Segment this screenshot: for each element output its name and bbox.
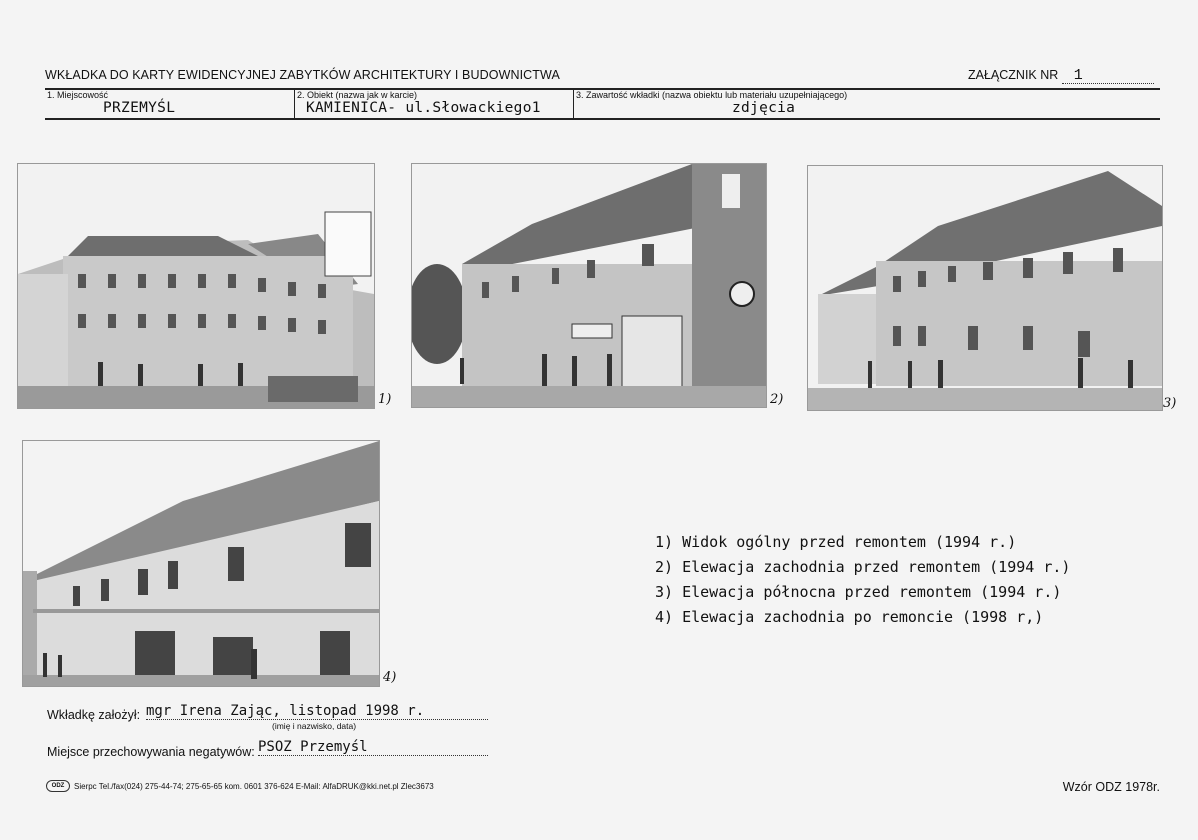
field-label-locality: 1. Miejscowość (47, 90, 109, 100)
photo-4-number: 4) (383, 670, 397, 685)
field-value-locality: PRZEMYŚL (103, 100, 176, 116)
photo-1-number: 1) (378, 392, 392, 407)
field-label-object: 2. Obiekt (nazwa jak w karcie) (297, 90, 418, 100)
annex-label: ZAŁĄCZNIK NR (968, 68, 1059, 82)
storage-value: PSOZ Przemyśl (258, 739, 488, 756)
field-divider (573, 89, 574, 118)
caption-2: 2) Elewacja zachodnia przed remontem (1994 r.) (655, 558, 1071, 576)
printer-info: Sierpc Tel./fax(024) 275-44-74; 275-65-65 kom. 0601 376-624 E-Mail: AlfaDRUK@kki.net.pl Zlec3673 (74, 781, 434, 791)
photo-2 (411, 163, 767, 408)
header-bottom-rule (45, 118, 1160, 120)
photo-1 (17, 163, 375, 409)
field-divider (294, 89, 295, 118)
photo-3-number: 3) (1163, 396, 1177, 411)
storage-label: Miejsce przechowywania negatywów: (47, 745, 255, 759)
printer-footer (46, 780, 434, 792)
photo-2-number: 2) (770, 392, 784, 407)
field-value-contents: zdjęcia (732, 100, 796, 116)
printer-logo: ODZ (46, 780, 70, 792)
photo-3 (807, 165, 1163, 411)
caption-3: 3) Elewacja północna przed remontem (1994 r.) (655, 583, 1062, 601)
form-pattern: Wzór ODZ 1978r. (1062, 780, 1160, 794)
founder-value: mgr Irena Zając, listopad 1998 r. (146, 703, 488, 720)
founder-label: Wkładkę założył: (47, 708, 141, 722)
form-title: WKŁADKA DO KARTY EWIDENCYJNEJ ZABYTKÓW ARCHITEKTURY I BUDOWNICTWA (45, 68, 560, 82)
field-value-object: KAMIENICA- ul.Słowackiego1 (306, 100, 541, 116)
annex-number-field (968, 68, 1154, 84)
photo-captions (655, 530, 1070, 630)
caption-4: 4) Elewacja zachodnia po remoncie (1998 r,) (655, 608, 1044, 626)
photo-4 (22, 440, 380, 687)
field-label-contents: 3. Zawartość wkładki (nazwa obiektu lub materiału uzupełniającego) (576, 90, 848, 100)
founder-hint: (imię i nazwisko, data) (272, 721, 357, 731)
caption-1: 1) Widok ogólny przed remontem (1994 r.) (655, 533, 1017, 551)
annex-number: 1 (1062, 69, 1154, 84)
